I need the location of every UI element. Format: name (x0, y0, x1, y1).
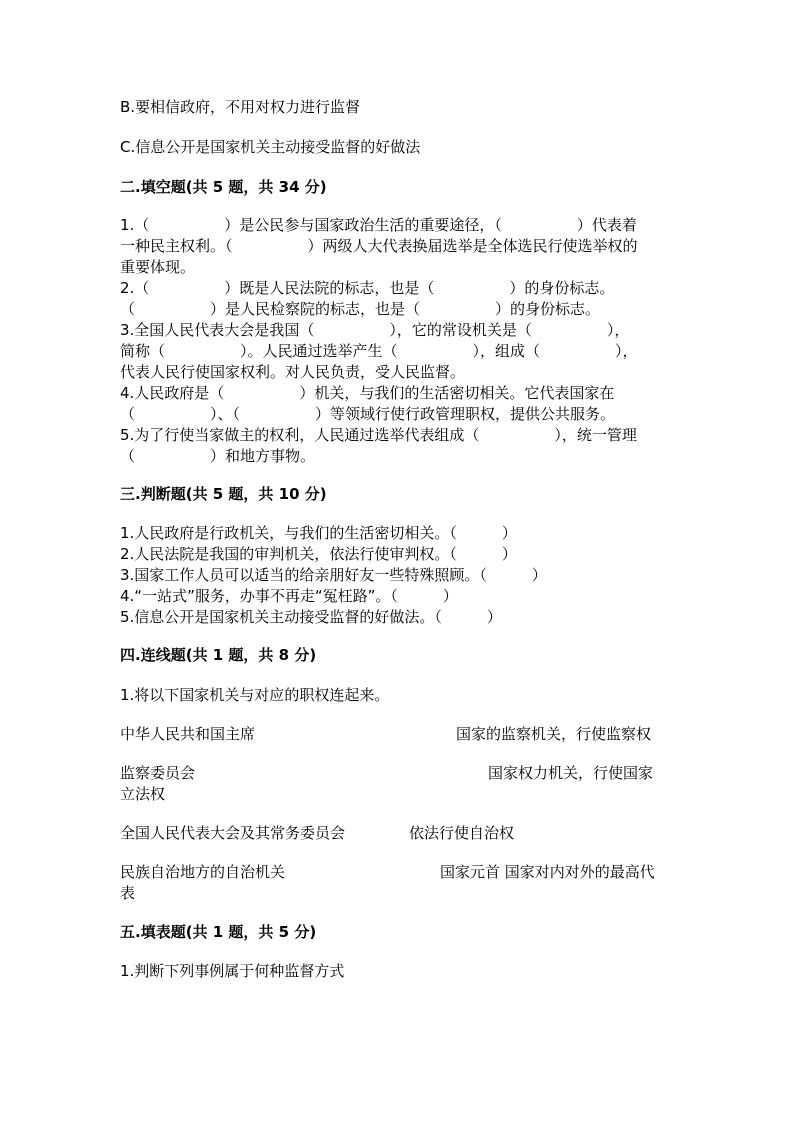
matching-left-item: 全国人民代表大会及其常务委员会 (120, 824, 346, 842)
fill-blank-line: 一种民主权利。（ ）两级人大代表换届选举是全体选民行使选举权的 (120, 237, 638, 255)
judgment-item: 1.人民政府是行政机关，与我们的生活密切相关。（ ） (120, 524, 517, 542)
matching-right-item-wrap: 表 (120, 884, 136, 902)
section-heading-matching: 四.连线题(共 1 题，共 8 分) (120, 646, 317, 664)
fill-blank-line: 1.（ ）是公民参与国家政治生活的重要途径，（ ）代表着 (120, 216, 637, 234)
matching-left-item: 民族自治地方的自治机关 (120, 863, 286, 881)
matching-right-item: 国家权力机关，行使国家 (488, 764, 654, 782)
fill-blank-line: （ ）和地方事物。 (120, 447, 316, 465)
matching-instruction: 1.将以下国家机关与对应的职权连起来。 (120, 686, 390, 704)
fill-blank-line: （ ）、（ ）等领域行使行政管理职权，提供公共服务。 (120, 405, 616, 423)
judgment-item: 2.人民法院是我国的审判机关，依法行使审判权。（ ） (120, 545, 517, 563)
fill-blank-line: 重要体现。 (120, 258, 196, 276)
matching-right-item: 国家的监察机关，行使监察权 (456, 725, 652, 743)
matching-left-item: 监察委员会 (120, 764, 196, 782)
matching-right-item: 依法行使自治权 (409, 824, 515, 842)
judgment-item: 4.“一站式”服务，办事不再走“冤枉路”。（ ） (120, 587, 458, 605)
judgment-item: 5.信息公开是国家机关主动接受监督的好做法。（ ） (120, 608, 502, 626)
judgment-item: 3.国家工作人员可以适当的给亲朋好友一些特殊照顾。（ ） (120, 566, 547, 584)
section-heading-fill-blank: 二.填空题(共 5 题，共 34 分) (120, 178, 327, 196)
fill-blank-line: 代表人民行使国家权利。对人民负责，受人民监督。 (120, 363, 466, 381)
fill-blank-line: 5.为了行使当家做主的权利，人民通过选举代表组成（ ），统一管理 (120, 426, 637, 444)
matching-right-item: 国家元首 国家对内对外的最高代 (440, 863, 655, 881)
table-fill-instruction: 1.判断下列事例属于何种监督方式 (120, 962, 345, 980)
section-heading-judgment: 三.判断题(共 5 题，共 10 分) (120, 485, 327, 503)
section-heading-table-fill: 五.填表题(共 1 题，共 5 分) (120, 923, 317, 941)
fill-blank-line: （ ）是人民检察院的标志，也是（ ）的身份标志。 (120, 300, 601, 318)
fill-blank-line: 2.（ ）既是人民法院的标志，也是（ ）的身份标志。 (120, 279, 615, 297)
choice-option-b: B.要相信政府，不用对权力进行监督 (120, 98, 361, 116)
matching-right-item-wrap: 立法权 (120, 785, 166, 803)
matching-left-item: 中华人民共和国主席 (120, 725, 256, 743)
choice-option-c: C.信息公开是国家机关主动接受监督的好做法 (120, 138, 421, 156)
fill-blank-line: 3.全国人民代表大会是我国（ ），它的常设机关是（ ）， (120, 321, 630, 339)
fill-blank-line: 4.人民政府是（ ）机关，与我们的生活密切相关。它代表国家在 (120, 384, 615, 402)
fill-blank-line: 简称（ ）。人民通过选举产生（ ），组成（ ）， (120, 342, 638, 360)
